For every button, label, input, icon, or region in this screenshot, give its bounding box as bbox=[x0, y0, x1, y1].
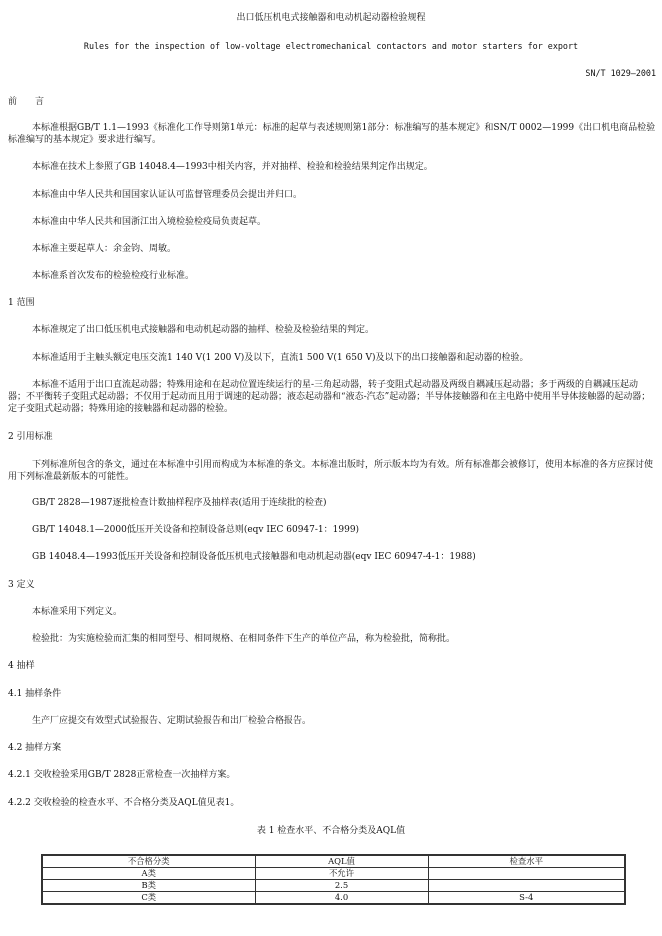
table-cell: C类 bbox=[42, 892, 255, 905]
aql-table bbox=[41, 854, 626, 905]
foreword-paragraph: 本标准系首次发布的检验检疫行业标准。 bbox=[32, 271, 195, 281]
table-cell: 4.0 bbox=[255, 892, 428, 905]
reference-item: GB 14048.4—1993低压开关设备和控制设备低压机电式接触器和电动机起动器(eqv IEC 60947-4-1：1988) bbox=[32, 552, 476, 562]
standard-code: SN/T 1029—2001 bbox=[585, 68, 656, 78]
definition-paragraph: 本标准采用下列定义。 bbox=[32, 607, 123, 617]
scope-paragraph: 本标准不适用于出口直流起动器；特殊用途和在起动位置连续运行的星-三角起动器，转子变阻式起动器及两级自耦减压起动器；多于两级的自耦减压起动器；不平衡转子变阻式起动器；不仅用于起动而且用于调速的起动器；液态起动器和“液态-汽态”起动器；半导体接触器和在主电路中使用半导体接触器的起动器；定子变阻式起动器；特殊用途的接触器和起动器的检验。 bbox=[8, 380, 651, 414]
table-cell: 2.5 bbox=[255, 880, 428, 892]
foreword-paragraph: 本标准在技术上参照了GB 14048.4—1993中相关内容，并对抽样、检验和检验结果判定作出规定。 bbox=[32, 162, 433, 172]
definition-paragraph: 检验批：为实施检验而汇集的相同型号、相同规格、在相同条件下生产的单位产品，称为检验批，简称批。 bbox=[32, 634, 456, 644]
table-cell: S-4 bbox=[428, 892, 625, 905]
foreword-heading: 前 言 bbox=[8, 97, 45, 107]
references-intro: 下列标准所包含的条文，通过在本标准中引用而构成为本标准的条文。本标准出版时，所示版本均为有效。所有标准都会被修订，使用本标准的各方应探讨使用下列标准最新版本的可能性。 bbox=[8, 460, 654, 482]
reference-item: GB/T 14048.1—2000低压开关设备和控制设备总则(eqv IEC 60947-1：1999) bbox=[32, 525, 360, 535]
table-row bbox=[42, 868, 625, 880]
foreword-paragraph: 本标准由中华人民共和国国家认证认可监督管理委员会提出并归口。 bbox=[32, 190, 303, 200]
sampling-condition-text: 生产厂应提交有效型式试验报告、定期试验报告和出厂检验合格报告。 bbox=[32, 716, 312, 726]
table-header-cell: 检查水平 bbox=[428, 855, 625, 868]
table-row bbox=[42, 880, 625, 892]
scope-paragraph: 本标准规定了出口低压机电式接触器和电动机起动器的抽样、检验及检验结果的判定。 bbox=[32, 325, 375, 335]
table-cell: A类 bbox=[42, 868, 255, 880]
table-cell: B类 bbox=[42, 880, 255, 892]
table-header-row bbox=[42, 855, 625, 868]
clause-4-2-2: 4.2.2 交收检验的检查水平、不合格分类及AQL值见表1。 bbox=[8, 798, 240, 808]
table-cell bbox=[428, 880, 625, 892]
section-2-heading: 2 引用标准 bbox=[8, 432, 53, 442]
reference-item: GB/T 2828—1987逐批检查计数抽样程序及抽样表(适用于连续批的检查) bbox=[32, 498, 327, 508]
table-header-cell: AQL值 bbox=[255, 855, 428, 868]
section-4-1-heading: 4.1 抽样条件 bbox=[8, 689, 62, 699]
foreword-paragraph: 本标准主要起草人：余金钧、周敏。 bbox=[32, 244, 177, 254]
table-caption: 表 1 检查水平、不合格分类及AQL值 bbox=[256, 826, 406, 836]
document-title: 出口低压机电式接触器和电动机起动器检验规程 bbox=[236, 13, 426, 23]
table-row bbox=[42, 892, 625, 905]
document-english-title: Rules for the inspection of low-voltage electromechanical contactors and motor starters for export bbox=[83, 41, 579, 51]
section-4-2-heading: 4.2 抽样方案 bbox=[8, 743, 62, 753]
foreword-paragraph: 本标准根据GB/T 1.1—1993《标准化工作导则第1单元：标准的起草与表述规则第1部分：标准编写的基本规定》和SN/T 0002—1999《出口机电商品检验标准编写的基本规定》要求进行编写。 bbox=[8, 123, 656, 145]
foreword-paragraph: 本标准由中华人民共和国浙江出入境检验检疫局负责起草。 bbox=[32, 217, 267, 227]
clause-4-2-1: 4.2.1 交收检验采用GB/T 2828正常检查一次抽样方案。 bbox=[8, 770, 236, 780]
section-3-heading: 3 定义 bbox=[8, 580, 35, 590]
section-1-heading: 1 范围 bbox=[8, 298, 35, 308]
table-cell bbox=[428, 868, 625, 880]
table-header-cell: 不合格分类 bbox=[42, 855, 255, 868]
table-cell: 不允许 bbox=[255, 868, 428, 880]
scope-paragraph: 本标准适用于主触头额定电压交流1 140 V(1 200 V)及以下，直流1 500 V(1 650 V)及以下的出口接触器和起动器的检验。 bbox=[32, 353, 529, 363]
section-4-heading: 4 抽样 bbox=[8, 661, 35, 671]
